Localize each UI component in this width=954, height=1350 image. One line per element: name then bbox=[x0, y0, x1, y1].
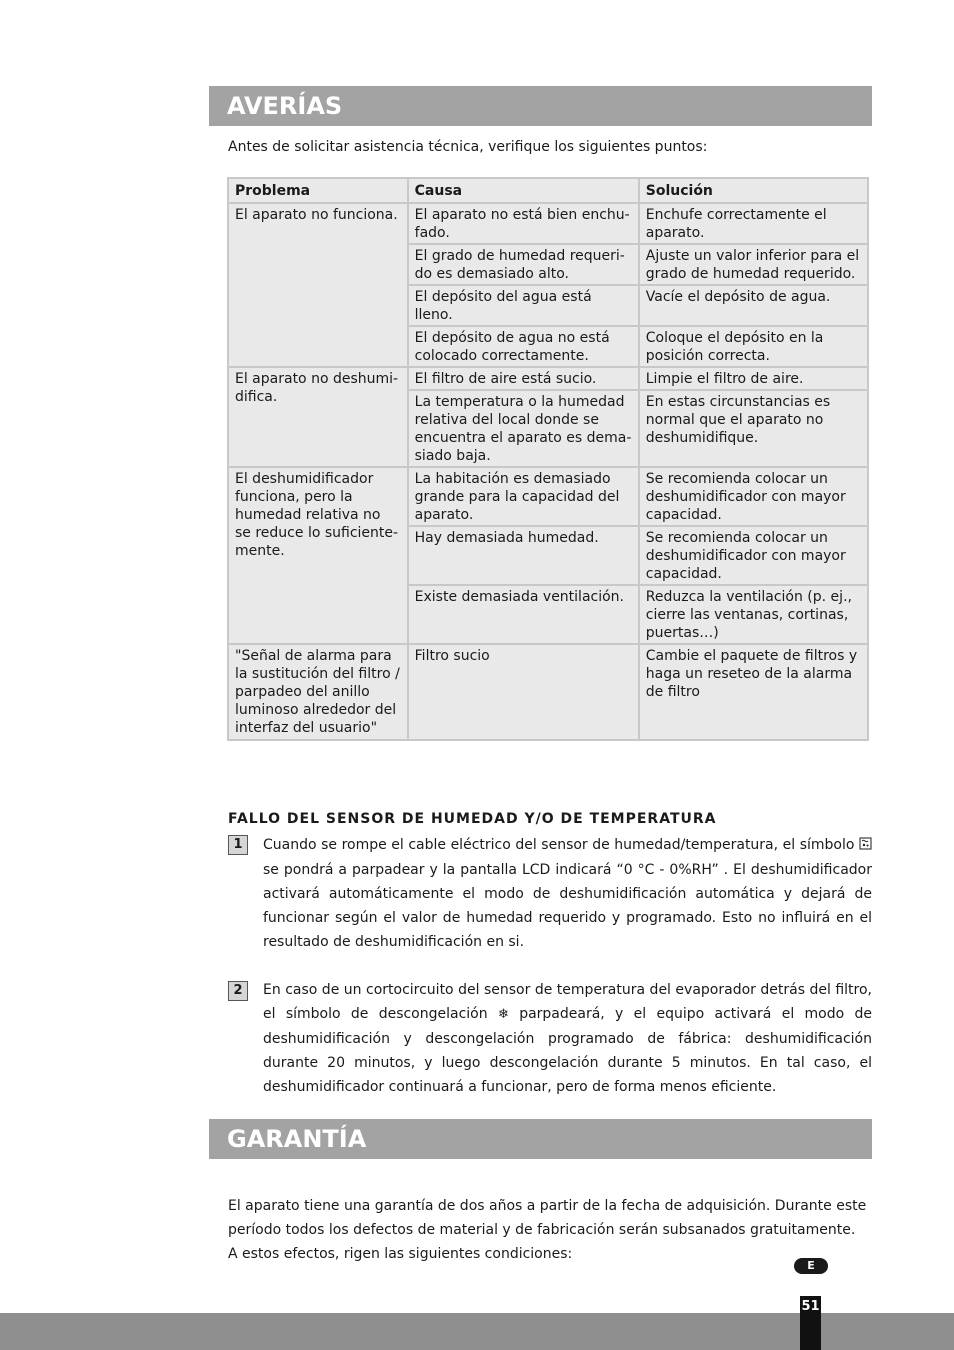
warranty-line-2: A estos efectos, rigen las siguientes condiciones: bbox=[228, 1246, 573, 1262]
cause-cell: El filtro de aire está sucio. bbox=[408, 367, 639, 390]
solution-cell: Enchufe correctamente el aparato. bbox=[639, 203, 868, 244]
troubleshooting-table bbox=[227, 177, 869, 741]
solution-cell: Ajuste un valor inferior para el grado de humedad requerido. bbox=[639, 244, 868, 285]
problem-cell: El aparato no deshumi-difica. bbox=[228, 367, 408, 467]
problem-cell: "Señal de alarma para la sustitución del filtro / parpadeo del anillo luminoso alrededor del interfaz del usuario" bbox=[228, 644, 408, 740]
table-header-row bbox=[228, 178, 868, 203]
paragraph-1-text-b: se pondrá a parpadear y la pantalla LCD indicará “0 °C - 0%RH” . El deshumidificador activará automáticamente el modo de deshumidificación automática y dejará de funcionar según el valor de humedad requerido y programado. Esto no influirá en el resultado de deshumidificación en si. bbox=[263, 862, 872, 950]
section-title-garantia: GARANTÍA bbox=[209, 1119, 872, 1159]
cause-cell: El grado de humedad requeri-do es demasiado alto. bbox=[408, 244, 639, 285]
sensor-fault-paragraph-2 bbox=[263, 978, 872, 1099]
header-causa: Causa bbox=[408, 178, 639, 203]
solution-cell: Se recomienda colocar un deshumidificador con mayor capacidad. bbox=[639, 467, 868, 526]
solution-cell: Se recomienda colocar un deshumidificador con mayor capacidad. bbox=[639, 526, 868, 585]
table-row bbox=[228, 203, 868, 244]
sensor-fault-paragraph-1 bbox=[263, 833, 872, 954]
section-title-averias: AVERÍAS bbox=[209, 86, 872, 126]
table-row bbox=[228, 644, 868, 740]
page-number: 51 bbox=[800, 1296, 821, 1350]
intro-text: Antes de solicitar asistencia técnica, verifique los siguientes puntos: bbox=[228, 139, 708, 155]
paragraph-2-text-a: En caso de un cortocircuito del sensor de temperatura del evaporador detrás del filtro, el símbolo de descongelación bbox=[263, 982, 872, 1022]
header-solucion: Solución bbox=[639, 178, 868, 203]
cause-cell: El depósito de agua no está colocado correctamente. bbox=[408, 326, 639, 367]
step-number-2: 2 bbox=[228, 981, 248, 1001]
solution-cell: Vacíe el depósito de agua. bbox=[639, 285, 868, 326]
header-problema: Problema bbox=[228, 178, 408, 203]
warranty-line-1: El aparato tiene una garantía de dos años a partir de la fecha de adquisición. Durante este período todos los defectos de material y de fabricación serán subsanados gratuitamente. bbox=[228, 1198, 867, 1238]
humidity-symbol-icon bbox=[859, 838, 872, 853]
cause-cell: El aparato no está bien enchu-fado. bbox=[408, 203, 639, 244]
cause-cell: La temperatura o la humedad relativa del local donde se encuentra el aparato es dema-siado baja. bbox=[408, 390, 639, 467]
cause-cell: El depósito del agua está lleno. bbox=[408, 285, 639, 326]
sensor-fault-heading: FALLO DEL SENSOR DE HUMEDAD Y/O DE TEMPERATURA bbox=[228, 811, 717, 827]
defrost-icon: ❄ bbox=[497, 1007, 509, 1022]
cause-cell: Filtro sucio bbox=[408, 644, 639, 740]
cause-cell: Existe demasiada ventilación. bbox=[408, 585, 639, 644]
warranty-text bbox=[228, 1194, 872, 1266]
solution-cell: En estas circunstancias es normal que el aparato no deshumidifique. bbox=[639, 390, 868, 467]
problem-cell: El aparato no funciona. bbox=[228, 203, 408, 367]
solution-cell: Cambie el paquete de filtros y haga un reseteo de la alarma de filtro bbox=[639, 644, 868, 740]
step-number-1: 1 bbox=[228, 835, 248, 855]
language-badge: E bbox=[794, 1258, 828, 1274]
table-row bbox=[228, 367, 868, 390]
cause-cell: Hay demasiada humedad. bbox=[408, 526, 639, 585]
solution-cell: Reduzca la ventilación (p. ej., cierre las ventanas, cortinas, puertas…) bbox=[639, 585, 868, 644]
paragraph-2-text-b: parpadeará, y el equipo activará el modo de deshumidificación y descongelación programado de fábrica: deshumidificación durante 20 minutos, y luego descongelación durante 5 minutos. En tal caso, el deshumidificador continuará a funcionar, pero de forma menos eficiente. bbox=[263, 1006, 873, 1095]
table-row bbox=[228, 467, 868, 526]
problem-cell: El deshumidificador funciona, pero la humedad relativa no se reduce lo suficiente-mente. bbox=[228, 467, 408, 644]
solution-cell: Coloque el depósito en la posición correcta. bbox=[639, 326, 868, 367]
paragraph-1-text-a: Cuando se rompe el cable eléctrico del sensor de humedad/temperatura, el símbolo bbox=[263, 837, 855, 853]
cause-cell: La habitación es demasiado grande para la capacidad del aparato. bbox=[408, 467, 639, 526]
solution-cell: Limpie el filtro de aire. bbox=[639, 367, 868, 390]
